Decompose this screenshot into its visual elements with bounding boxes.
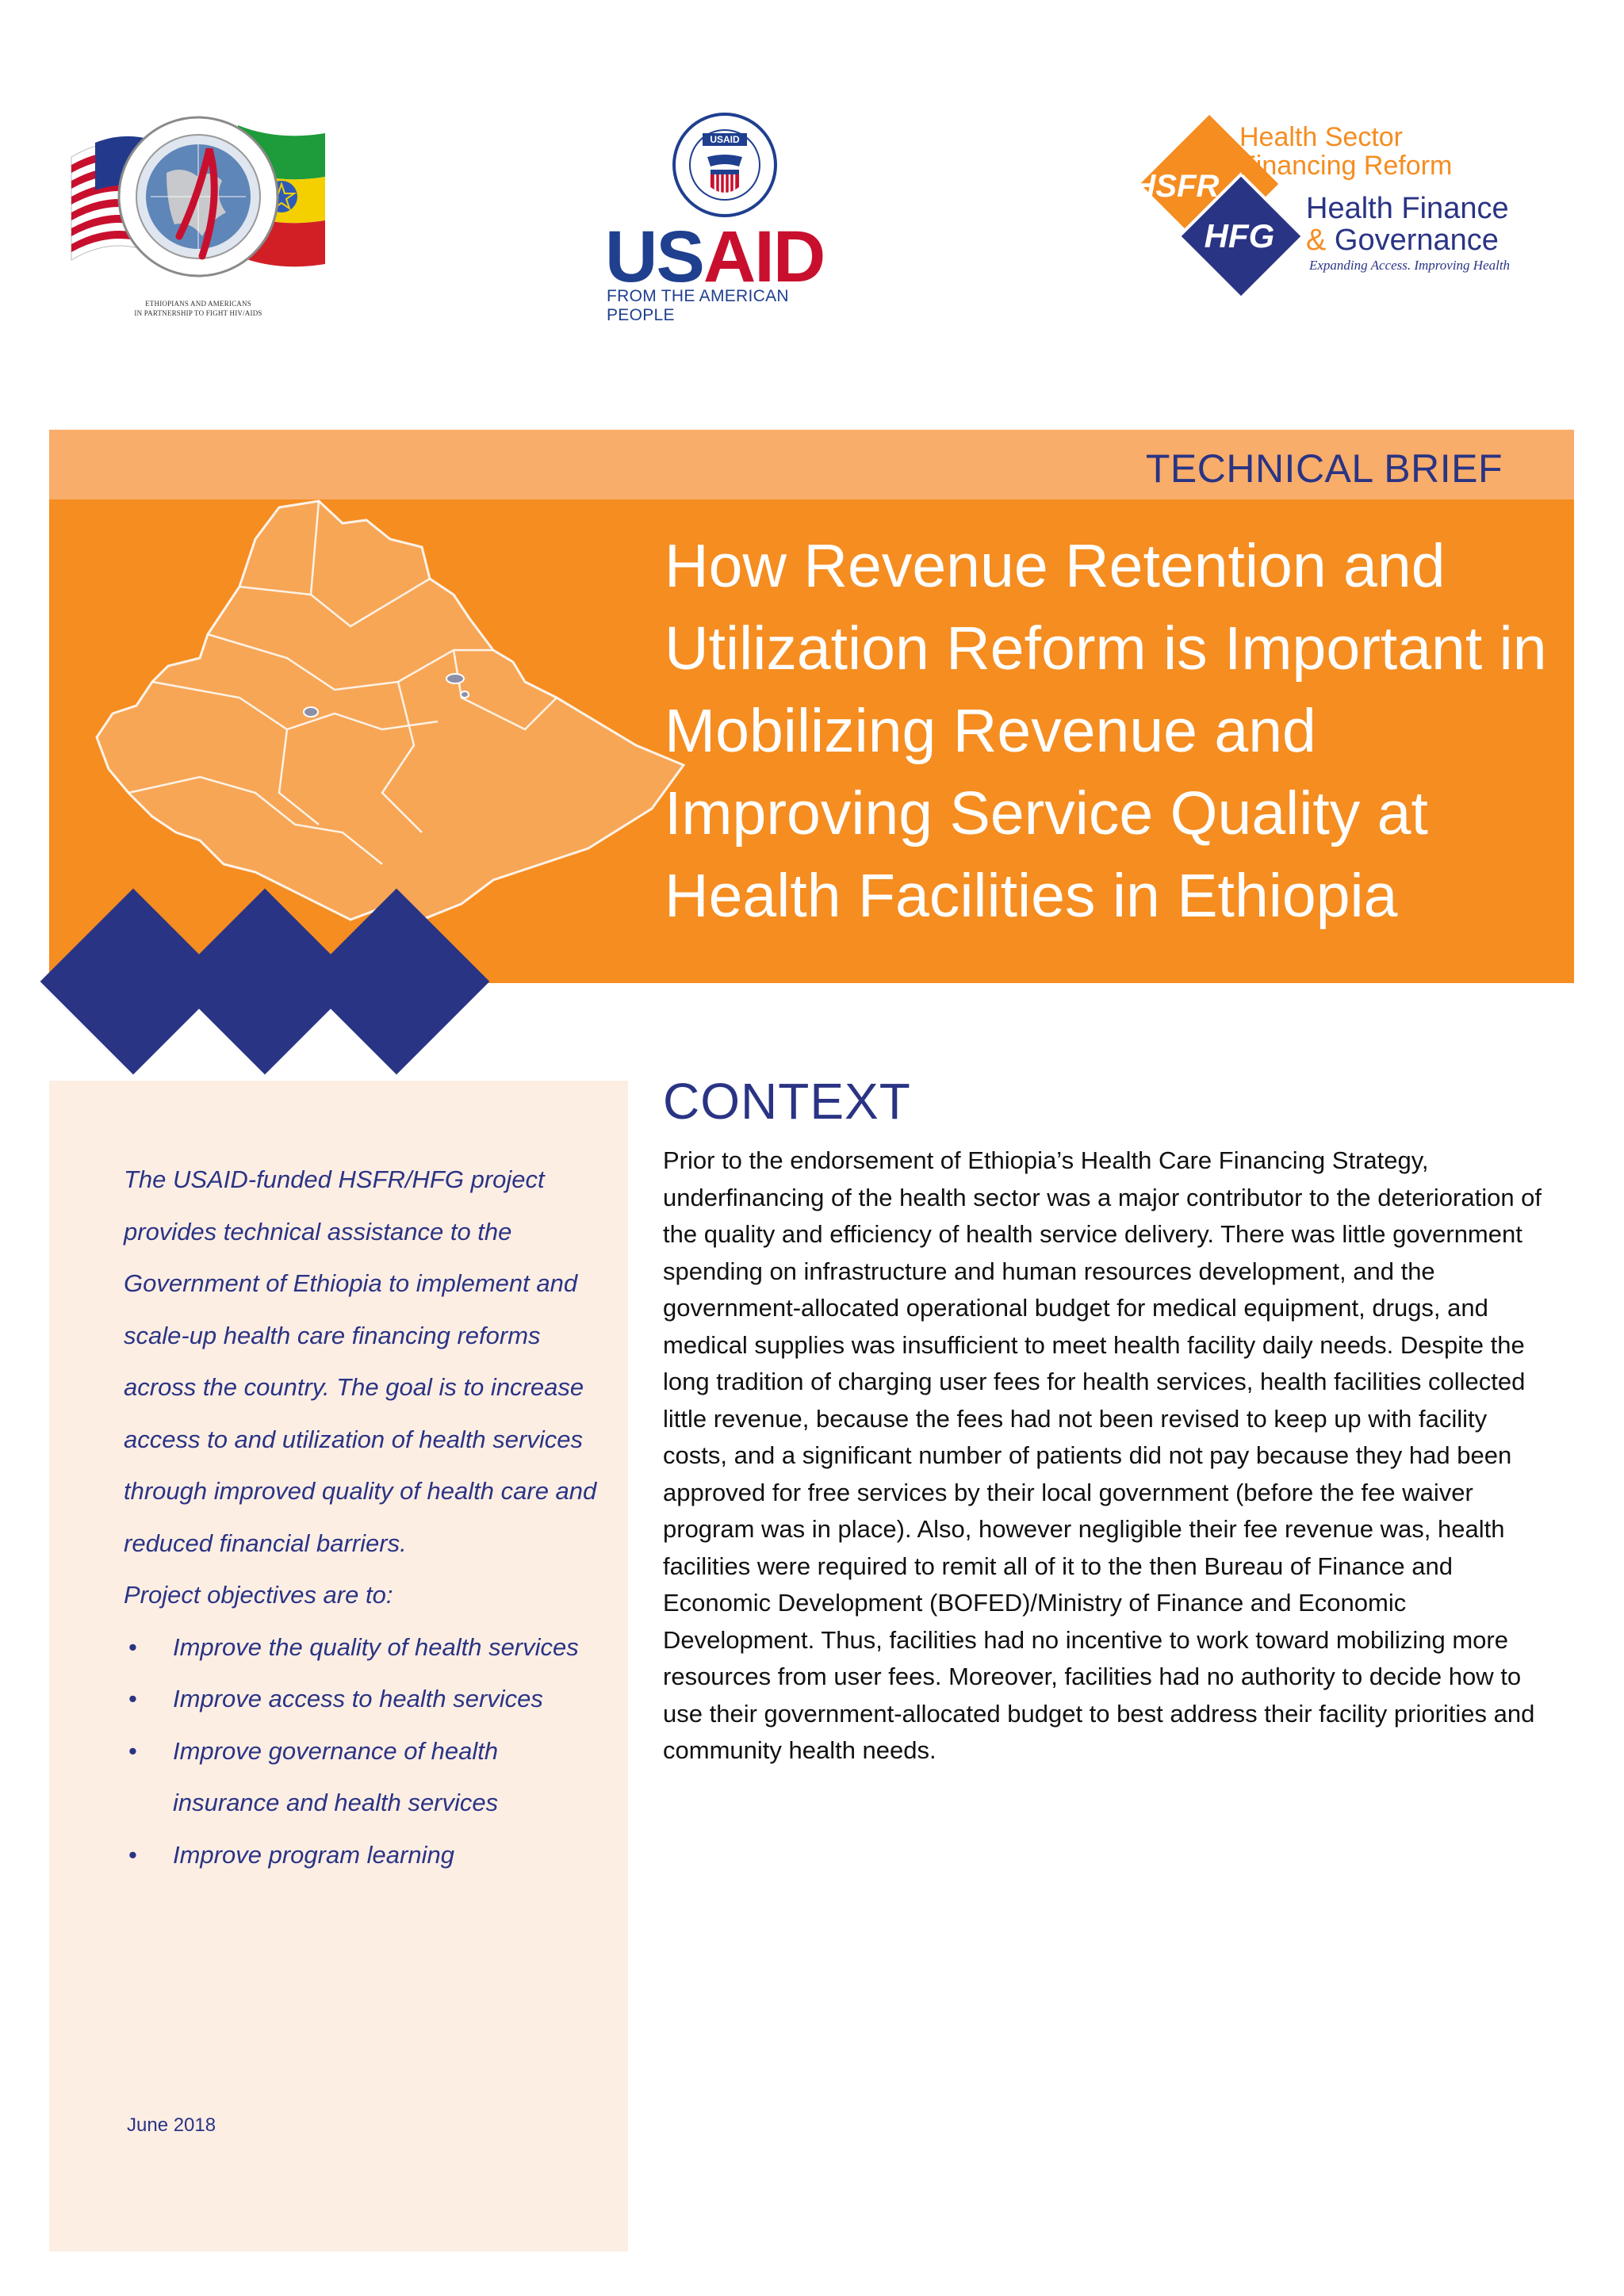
objective-item: • Improve access to health services — [124, 1673, 599, 1725]
hfg-line-2 — [1306, 225, 1499, 255]
pepfar-emblem-icon — [63, 101, 333, 300]
pepfar-caption-2: IN PARTNERSHIP TO FIGHT HIV/AIDS — [134, 309, 262, 317]
usaid-wordmark — [605, 216, 825, 297]
project-sidebar — [49, 1081, 628, 2252]
objective-item: • Improve program learning — [124, 1829, 599, 1881]
usaid-wordmark-aid: AID — [703, 216, 825, 297]
context-body: Prior to the endorsement of Ethiopia’s Health Care Financing Strategy, underfinancing of the health sector was a major contributor to the deterioration of the quality and efficiency of health service delivery. There was little government spending on infrastructure and human resources development, and the government-allocated operational budget for medical equipment, drugs, and medical supplies was insufficient to meet health facility daily needs. Despite the long tradition of charging user fees for health services, health facilities collected little revenue, because the fees had not been revised to keep up with facility costs, and a significant number of patients did not pay because they had been approved for free services by their local government (before the fee waiver program was in place). Also, however negligible their fee revenue was, health facilities were required to remit all of it to the then Bureau of Finance and Economic Development (BOFED)/Ministry of Finance and Economic Development. Thus, facilities had no incentive to work toward mobilizing more resources from user fees. Moreover, facilities had no authority to decide how to use their government-allocated budget to best address their facility priorities and community health needs. — [663, 1146, 1542, 1764]
technical-brief-band — [49, 430, 1574, 499]
usaid-tagline: FROM THE AMERICAN PEOPLE — [607, 287, 789, 324]
hfg-governance: Governance — [1334, 224, 1499, 257]
usaid-wordmark-us: US — [605, 216, 703, 297]
hsfr-line-2: Financing Reform — [1239, 151, 1453, 181]
sidebar-intro: The USAID-funded HSFR/HFG project provides technical assistance to the Government of Ethiopia to implement and scale-up health care financing reforms across the country. The goal is to increase access to and utilization of health services through improved quality of health care and reduced financial barriers. — [124, 1165, 597, 1557]
seal-icon — [119, 117, 278, 276]
objective-item: • Improve the quality of health services — [124, 1621, 599, 1674]
document-title: How Revenue Retention and Utilization Reform is Important in Mobilizing Revenue and Improving Service Quality at Health Facilities in Ethiopia — [665, 532, 1547, 930]
ethiopia-map-icon — [81, 492, 699, 936]
objectives-heading: Project objectives are to: — [124, 1581, 393, 1609]
hfg-badge: HFG — [1204, 217, 1275, 254]
usaid-logo — [599, 111, 860, 324]
pepfar-caption-1: ETHIOPIANS AND AMERICANS — [145, 300, 251, 308]
publication-date: June 2018 — [127, 2114, 216, 2136]
technical-brief-label: TECHNICAL BRIEF — [1145, 446, 1503, 491]
hsfr-hfg-logo — [1122, 111, 1534, 309]
usaid-seal-label: USAID — [710, 134, 740, 145]
objective-item: • Improve governance of health insurance and health services — [124, 1725, 599, 1829]
hfg-line-1: Health Finance — [1306, 192, 1509, 225]
hsfr-badge: HSFR — [1132, 169, 1220, 204]
objectives-list — [124, 1621, 599, 1881]
sidebar-text — [124, 1154, 599, 1881]
context-heading: CONTEXT — [663, 1073, 911, 1130]
hfg-ampersand: & — [1306, 224, 1327, 257]
usaid-seal-icon — [671, 111, 779, 219]
hsfr-line-1: Health Sector — [1239, 122, 1403, 152]
hfg-tagline: Expanding Access. Improving Health — [1309, 258, 1511, 273]
pepfar-logo — [63, 101, 333, 323]
